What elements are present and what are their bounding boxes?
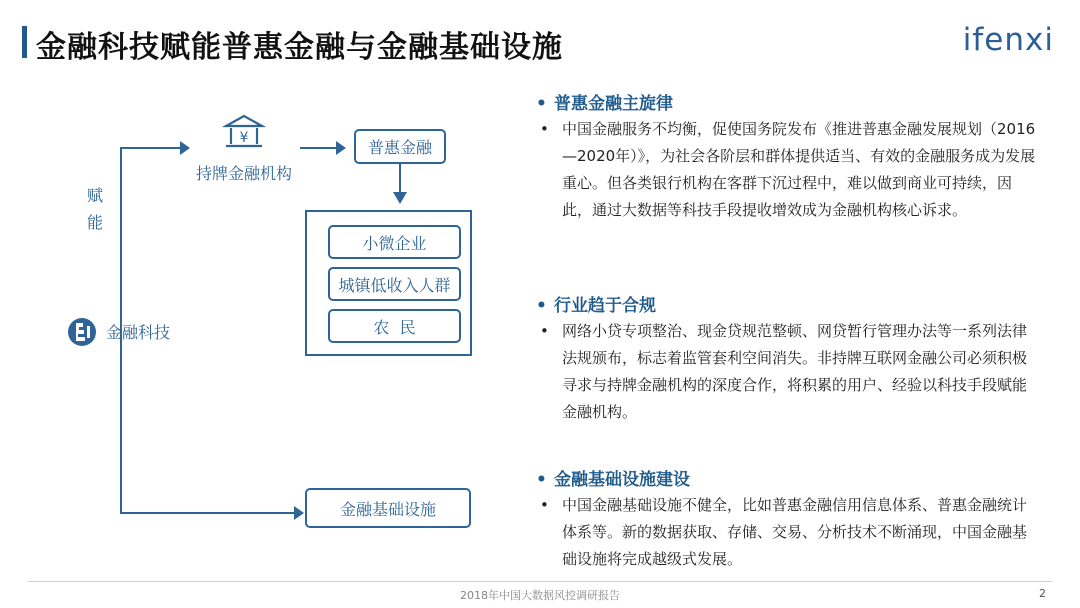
section-heading-text: 行业趋于合规 bbox=[554, 296, 656, 316]
connector-bottom-horizontal bbox=[120, 512, 296, 514]
footer-report-title: 2018年中国大数据风控调研报告 bbox=[460, 589, 620, 602]
bullet-dot: • bbox=[536, 94, 547, 114]
section-heading-inclusive bbox=[536, 89, 673, 114]
empower-char-2: 能 bbox=[87, 213, 104, 232]
fintech-globe-icon bbox=[66, 316, 98, 348]
licensed-institution-label: 持牌金融机构 bbox=[196, 164, 293, 183]
connector-down bbox=[399, 164, 401, 194]
inclusive-finance-box: 普惠金融 bbox=[354, 129, 446, 164]
target-box-small-business: 小微企业 bbox=[328, 225, 461, 259]
section-heading-infrastructure bbox=[536, 465, 690, 490]
section-heading-text: 金融基础设施建设 bbox=[554, 470, 690, 490]
connector-to-inclusive bbox=[300, 147, 338, 149]
arrow-down-icon bbox=[393, 192, 407, 204]
bullet-dot: • bbox=[536, 470, 547, 490]
bank-icon bbox=[222, 114, 266, 150]
bullet-dot: • bbox=[540, 322, 549, 340]
bullet-dot: • bbox=[536, 296, 547, 316]
empower-char-1: 赋 bbox=[87, 186, 104, 205]
connector-top-horizontal bbox=[120, 147, 184, 149]
section-text-inclusive bbox=[540, 116, 1040, 224]
section-heading-text: 普惠金融主旋律 bbox=[554, 94, 673, 114]
svg-text:¥: ¥ bbox=[239, 130, 249, 146]
arrow-right-icon bbox=[336, 141, 346, 155]
section-heading-compliance bbox=[536, 291, 656, 316]
page-number: 2 bbox=[1039, 587, 1046, 600]
paragraph-text: 中国金融基础设施不健全，比如普惠金融信用信息体系、普惠金融统计体系等。新的数据获取、存储、交易、分析技术不断涌现，中国金融基础设施将完成越级式发展。 bbox=[562, 496, 1028, 568]
footer-divider bbox=[28, 581, 1052, 582]
financial-infrastructure-box: 金融基础设施 bbox=[305, 488, 471, 528]
arrow-right-icon bbox=[294, 506, 304, 520]
logo: ifenxi bbox=[962, 22, 1054, 58]
bullet-dot: • bbox=[540, 496, 549, 514]
target-box-farmers: 农 民 bbox=[328, 309, 461, 343]
title-accent-bar bbox=[22, 26, 27, 58]
target-box-urban-low-income: 城镇低收入人群 bbox=[328, 267, 461, 301]
paragraph-text: 中国金融服务不均衡，促使国务院发布《推进普惠金融发展规划（2016—2020年）》，为社会各阶层和群体提供适当、有效的金融服务成为发展重心。但各类银行机构在客群下沉过程中，难以做到商业可持续，因此，通过大数据等科技手段提收增效成为金融机构核心诉求。 bbox=[562, 120, 1036, 219]
page-title: 金融科技赋能普惠金融与金融基础设施 bbox=[36, 30, 563, 65]
fintech-label: 金融科技 bbox=[106, 323, 171, 342]
arrow-right-icon bbox=[180, 141, 190, 155]
paragraph-text: 网络小贷专项整治、现金贷规范整顿、网贷暂行管理办法等一系列法律法规颁布，标志着监管套利空间消失。非持牌互联网金融公司必须积极寻求与持牌金融机构的深度合作，将积累的用户、经验以科技手段赋能金融机构。 bbox=[562, 322, 1028, 421]
section-text-compliance bbox=[540, 318, 1040, 426]
bullet-dot: • bbox=[540, 120, 549, 138]
section-text-infrastructure bbox=[540, 492, 1040, 573]
